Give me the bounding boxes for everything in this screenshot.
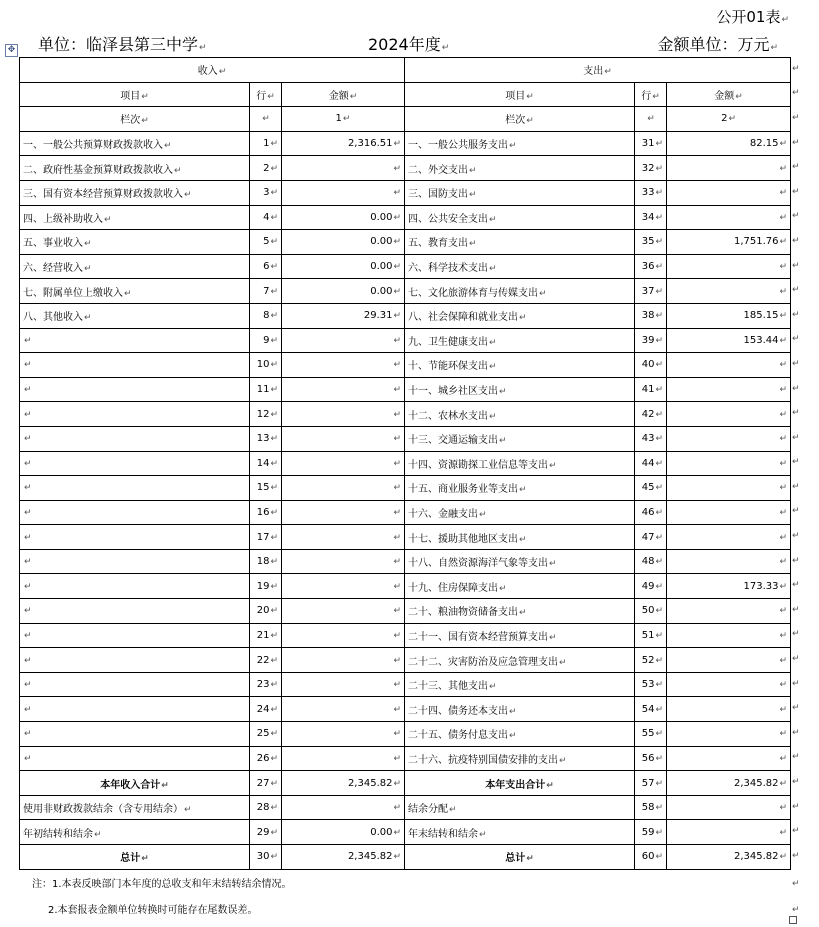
income-amount-cell: ↵ [282,328,405,353]
table-row [20,180,791,205]
row-end-mark: ↵ [792,703,800,714]
expense-item-cell: 六、科学技术支出↵ [405,254,635,279]
expense-item-cell: 十五、商业服务业等支出↵ [405,476,635,501]
expense-item-header: 项目↵ [405,82,635,107]
expense-line-cell: 52↵ [635,648,667,673]
expense-amount-cell: 2,345.82↵ [667,771,791,796]
income-line-cell: 4↵ [250,205,282,230]
row-end-mark: ↵ [792,826,800,837]
income-line-cell: 2↵ [250,156,282,181]
expense-item-cell: 二十二、灾害防治及应急管理支出↵ [405,648,635,673]
expense-item-cell: 九、卫生健康支出↵ [405,328,635,353]
expense-item-cell: 十、节能环保支出↵ [405,353,635,378]
income-line-cell: 28↵ [250,795,282,820]
row-end-mark: ↵ [792,678,800,689]
expense-item-cell: 十七、援助其他地区支出↵ [405,525,635,550]
column-index-row [20,107,791,132]
table-row [20,500,791,525]
income-line-cell: 19↵ [250,574,282,599]
expense-line-cell: 45↵ [635,476,667,501]
expense-item-cell: 十六、金融支出↵ [405,500,635,525]
expense-line-cell: 47↵ [635,525,667,550]
income-line-cell: 12↵ [250,402,282,427]
table-row [20,205,791,230]
table-row [20,476,791,501]
table-row [20,279,791,304]
expense-item-cell: 结余分配↵ [405,795,635,820]
table-row [20,697,791,722]
income-line-cell: 13↵ [250,426,282,451]
notes [32,872,292,924]
unit-label: 单位：临泽县第三中学↵ [38,35,207,54]
table-row [20,451,791,476]
table-row [20,230,791,255]
income-amount-cell: 2,345.82↵ [282,845,405,870]
expense-line-cell: 35↵ [635,230,667,255]
income-amount-cell: ↵ [282,156,405,181]
expense-line-cell: 38↵ [635,303,667,328]
expense-line-cell: 37↵ [635,279,667,304]
row-end-mark: ↵ [792,506,800,517]
row-end-mark: ↵ [792,727,800,738]
expense-item-cell: 年末结转和结余↵ [405,820,635,845]
income-line-cell: 5↵ [250,230,282,255]
income-amount-cell: ↵ [282,180,405,205]
expense-item-cell: 本年支出合计↵ [405,771,635,796]
expense-item-cell: 二十六、抗疫特别国债安排的支出↵ [405,746,635,771]
expense-amount-cell: ↵ [667,722,791,747]
expense-amount-cell: ↵ [667,476,791,501]
income-index-line: ↵ [250,107,282,132]
income-item-cell: ↵ [20,426,250,451]
income-item-cell: 七、附属单位上缴收入↵ [20,279,250,304]
expense-line-cell: 50↵ [635,599,667,624]
expense-amount-cell: ↵ [667,623,791,648]
table-row [20,599,791,624]
income-amount-cell: ↵ [282,648,405,673]
expense-line-cell: 51↵ [635,623,667,648]
expense-line-cell: 41↵ [635,377,667,402]
income-item-cell: ↵ [20,722,250,747]
income-amount-cell: ↵ [282,574,405,599]
income-section-header: 收入↵ [20,58,405,83]
income-line-cell: 23↵ [250,672,282,697]
expense-item-cell: 十二、农林水支出↵ [405,402,635,427]
table-row [20,131,791,156]
expense-amount-cell: ↵ [667,746,791,771]
table-row [20,549,791,574]
income-line-cell: 10↵ [250,353,282,378]
income-amount-cell: 0.00↵ [282,279,405,304]
income-item-cell: ↵ [20,451,250,476]
table-row [20,845,791,870]
expense-line-cell: 56↵ [635,746,667,771]
column-header-row [20,82,791,107]
income-line-cell: 15↵ [250,476,282,501]
income-amount-cell: ↵ [282,549,405,574]
income-line-cell: 26↵ [250,746,282,771]
expense-line-cell: 46↵ [635,500,667,525]
expense-amount-cell: ↵ [667,795,791,820]
income-amount-cell: 2,316.51↵ [282,131,405,156]
row-end-mark: ↵ [792,432,800,443]
row-end-mark: ↵ [792,211,800,222]
expense-line-cell: 58↵ [635,795,667,820]
note-end-mark: ↵ [792,879,800,889]
expense-item-cell: 二十一、国有资本经营预算支出↵ [405,623,635,648]
expense-item-cell: 三、国防支出↵ [405,180,635,205]
expense-line-cell: 60↵ [635,845,667,870]
table-row [20,377,791,402]
income-line-cell: 7↵ [250,279,282,304]
expense-line-cell: 43↵ [635,426,667,451]
income-line-cell: 14↵ [250,451,282,476]
income-line-cell: 24↵ [250,697,282,722]
expense-item-cell: 二、外交支出↵ [405,156,635,181]
income-item-cell: 年初结转和结余↵ [20,820,250,845]
row-end-mark: ↵ [792,408,800,419]
expense-amount-cell: 153.44↵ [667,328,791,353]
row-end-mark: ↵ [792,850,800,861]
expense-line-cell: 48↵ [635,549,667,574]
income-line-cell: 1↵ [250,131,282,156]
income-item-cell: ↵ [20,697,250,722]
income-line-cell: 22↵ [250,648,282,673]
expense-amount-cell: ↵ [667,402,791,427]
expense-amount-cell: ↵ [667,599,791,624]
expense-line-cell: 31↵ [635,131,667,156]
income-amount-cell: 0.00↵ [282,230,405,255]
income-line-cell: 18↵ [250,549,282,574]
income-amount-cell: ↵ [282,353,405,378]
income-line-cell: 30↵ [250,845,282,870]
income-item-cell: ↵ [20,599,250,624]
row-end-mark: ↵ [792,260,800,271]
expense-line-cell: 39↵ [635,328,667,353]
expense-item-cell: 二十四、债务还本支出↵ [405,697,635,722]
section-header-row [20,58,791,83]
income-line-cell: 21↵ [250,623,282,648]
table-row [20,156,791,181]
income-item-cell: ↵ [20,353,250,378]
row-end-mark: ↵ [792,580,800,591]
row-end-mark: ↵ [792,112,800,123]
report-header [38,32,778,54]
table-row [20,254,791,279]
year-label: 2024年度↵ [368,35,450,54]
expense-item-cell: 十四、资源勘探工业信息等支出↵ [405,451,635,476]
row-end-mark: ↵ [792,654,800,665]
expense-index-value: 2↵ [667,107,791,132]
expense-item-cell: 二十三、其他支出↵ [405,672,635,697]
row-end-mark: ↵ [792,531,800,542]
expense-index-label: 栏次↵ [405,107,635,132]
row-end-mark: ↵ [792,309,800,320]
income-amount-cell: ↵ [282,722,405,747]
income-line-cell: 3↵ [250,180,282,205]
income-item-cell: 二、政府性基金预算财政拨款收入↵ [20,156,250,181]
expense-item-cell: 二十五、债务付息支出↵ [405,722,635,747]
expense-amount-cell: 1,751.76↵ [667,230,791,255]
income-item-cell: ↵ [20,549,250,574]
form-code: 公开01表↵ [716,8,789,26]
expense-line-cell: 49↵ [635,574,667,599]
note-2: 2.本套报表金额单位转换时可能存在尾数误差。 [48,905,258,916]
income-amount-cell: 2,345.82↵ [282,771,405,796]
row-end-mark: ↵ [792,88,800,99]
expense-line-cell: 33↵ [635,180,667,205]
expense-line-cell: 44↵ [635,451,667,476]
expense-line-cell: 57↵ [635,771,667,796]
expense-line-cell: 55↵ [635,722,667,747]
table-row [20,328,791,353]
table-row [20,623,791,648]
income-amount-cell: ↵ [282,697,405,722]
income-item-cell: 八、其他收入↵ [20,303,250,328]
expense-amount-cell: ↵ [667,205,791,230]
expense-item-cell: 八、社会保障和就业支出↵ [405,303,635,328]
income-line-cell: 27↵ [250,771,282,796]
table-row [20,426,791,451]
note-end-mark: ↵ [792,905,800,915]
row-end-mark: ↵ [792,481,800,492]
expense-amount-cell: ↵ [667,525,791,550]
income-item-cell: 六、经营收入↵ [20,254,250,279]
expense-section-header: 支出↵ [405,58,791,83]
income-item-cell: ↵ [20,648,250,673]
income-item-cell: 本年收入合计↵ [20,771,250,796]
expense-index-line: ↵ [635,107,667,132]
table-row [20,353,791,378]
table-row [20,303,791,328]
expense-item-cell: 十八、自然资源海洋气象等支出↵ [405,549,635,574]
income-line-cell: 9↵ [250,328,282,353]
table-row [20,795,791,820]
income-amount-cell: 0.00↵ [282,254,405,279]
expense-amount-cell: ↵ [667,180,791,205]
table-row [20,402,791,427]
table-row [20,746,791,771]
expense-line-cell: 53↵ [635,672,667,697]
row-end-mark: ↵ [792,777,800,788]
income-amount-cell: ↵ [282,402,405,427]
expense-line-cell: 59↵ [635,820,667,845]
income-line-header: 行↵ [250,82,282,107]
table-move-handle-icon[interactable]: ✥ [5,44,18,57]
table-row [20,722,791,747]
income-amount-cell: ↵ [282,451,405,476]
income-line-cell: 25↵ [250,722,282,747]
income-amount-cell: 0.00↵ [282,205,405,230]
income-item-cell: ↵ [20,500,250,525]
income-item-cell: 四、上级补助收入↵ [20,205,250,230]
expense-item-cell: 七、文化旅游体育与传媒支出↵ [405,279,635,304]
expense-line-cell: 40↵ [635,353,667,378]
expense-amount-cell: ↵ [667,672,791,697]
row-end-mark: ↵ [792,162,800,173]
income-item-cell: ↵ [20,623,250,648]
income-item-cell: 使用非财政拨款结余（含专用结余）↵ [20,795,250,820]
income-item-cell: ↵ [20,525,250,550]
expense-item-cell: 一、一般公共服务支出↵ [405,131,635,156]
expense-amount-cell: ↵ [667,426,791,451]
expense-line-cell: 32↵ [635,156,667,181]
expense-item-cell: 十三、交通运输支出↵ [405,426,635,451]
income-line-cell: 20↵ [250,599,282,624]
expense-item-cell: 总计↵ [405,845,635,870]
income-amount-cell: 29.31↵ [282,303,405,328]
income-item-cell: ↵ [20,402,250,427]
income-item-cell: ↵ [20,377,250,402]
table-row [20,574,791,599]
income-line-cell: 17↵ [250,525,282,550]
expense-amount-cell: 185.15↵ [667,303,791,328]
row-end-mark: ↵ [792,285,800,296]
row-end-mark: ↵ [792,752,800,763]
income-amount-cell: ↵ [282,476,405,501]
income-amount-cell: ↵ [282,795,405,820]
expense-amount-cell: ↵ [667,697,791,722]
income-line-cell: 8↵ [250,303,282,328]
expense-amount-cell: ↵ [667,377,791,402]
note-1: 注：1.本表反映部门本年度的总收支和年末结转结余情况。 [32,879,292,890]
row-end-mark: ↵ [792,457,800,468]
income-amount-cell: ↵ [282,599,405,624]
income-amount-cell: ↵ [282,623,405,648]
income-item-cell: ↵ [20,746,250,771]
expense-amount-cell: ↵ [667,279,791,304]
income-line-cell: 11↵ [250,377,282,402]
income-item-cell: ↵ [20,574,250,599]
income-item-cell: 三、国有资本经营预算财政拨款收入↵ [20,180,250,205]
expense-amount-cell: ↵ [667,353,791,378]
row-end-mark: ↵ [792,555,800,566]
expense-item-cell: 二十、粮油物资储备支出↵ [405,599,635,624]
expense-line-cell: 54↵ [635,697,667,722]
row-end-mark: ↵ [792,235,800,246]
expense-amount-cell: 82.15↵ [667,131,791,156]
income-line-cell: 16↵ [250,500,282,525]
income-amount-cell: ↵ [282,746,405,771]
row-end-mark: ↵ [792,604,800,615]
expense-amount-cell: ↵ [667,820,791,845]
expense-item-cell: 十九、住房保障支出↵ [405,574,635,599]
income-amount-cell: ↵ [282,500,405,525]
income-item-cell: ↵ [20,672,250,697]
page-corner-marker [789,916,797,924]
table-row [20,771,791,796]
income-line-cell: 6↵ [250,254,282,279]
row-end-mark: ↵ [792,629,800,640]
income-index-label: 栏次↵ [20,107,250,132]
income-item-cell: 一、一般公共预算财政拨款收入↵ [20,131,250,156]
table-row [20,672,791,697]
income-item-cell: 五、事业收入↵ [20,230,250,255]
expense-line-cell: 36↵ [635,254,667,279]
income-item-cell: 总计↵ [20,845,250,870]
table-row [20,648,791,673]
expense-line-header: 行↵ [635,82,667,107]
expense-amount-cell: ↵ [667,156,791,181]
row-end-mark: ↵ [792,137,800,148]
income-amount-cell: ↵ [282,672,405,697]
income-amount-cell: ↵ [282,525,405,550]
income-line-cell: 29↵ [250,820,282,845]
income-amount-cell: ↵ [282,377,405,402]
expense-item-cell: 五、教育支出↵ [405,230,635,255]
expense-amount-header: 金额↵ [667,82,791,107]
expense-line-cell: 34↵ [635,205,667,230]
expense-amount-cell: ↵ [667,451,791,476]
income-amount-cell: ↵ [282,426,405,451]
table-row [20,820,791,845]
expense-amount-cell: ↵ [667,549,791,574]
row-end-mark: ↵ [792,334,800,345]
income-item-cell: ↵ [20,328,250,353]
money-unit-label: 金额单位：万元↵ [657,35,778,54]
expense-item-cell: 十一、城乡社区支出↵ [405,377,635,402]
income-amount-cell: 0.00↵ [282,820,405,845]
table-row [20,525,791,550]
expense-amount-cell: ↵ [667,648,791,673]
row-end-mark: ↵ [792,801,800,812]
expense-amount-cell: ↵ [667,500,791,525]
expense-amount-cell: ↵ [667,254,791,279]
income-item-cell: ↵ [20,476,250,501]
expense-amount-cell: 2,345.82↵ [667,845,791,870]
row-end-mark: ↵ [792,383,800,394]
income-item-header: 项目↵ [20,82,250,107]
budget-table [19,57,791,870]
row-end-mark: ↵ [792,63,800,74]
row-end-mark: ↵ [792,186,800,197]
expense-item-cell: 四、公共安全支出↵ [405,205,635,230]
income-index-value: 1↵ [282,107,405,132]
expense-amount-cell: 173.33↵ [667,574,791,599]
expense-line-cell: 42↵ [635,402,667,427]
income-amount-header: 金额↵ [282,82,405,107]
row-end-mark: ↵ [792,358,800,369]
